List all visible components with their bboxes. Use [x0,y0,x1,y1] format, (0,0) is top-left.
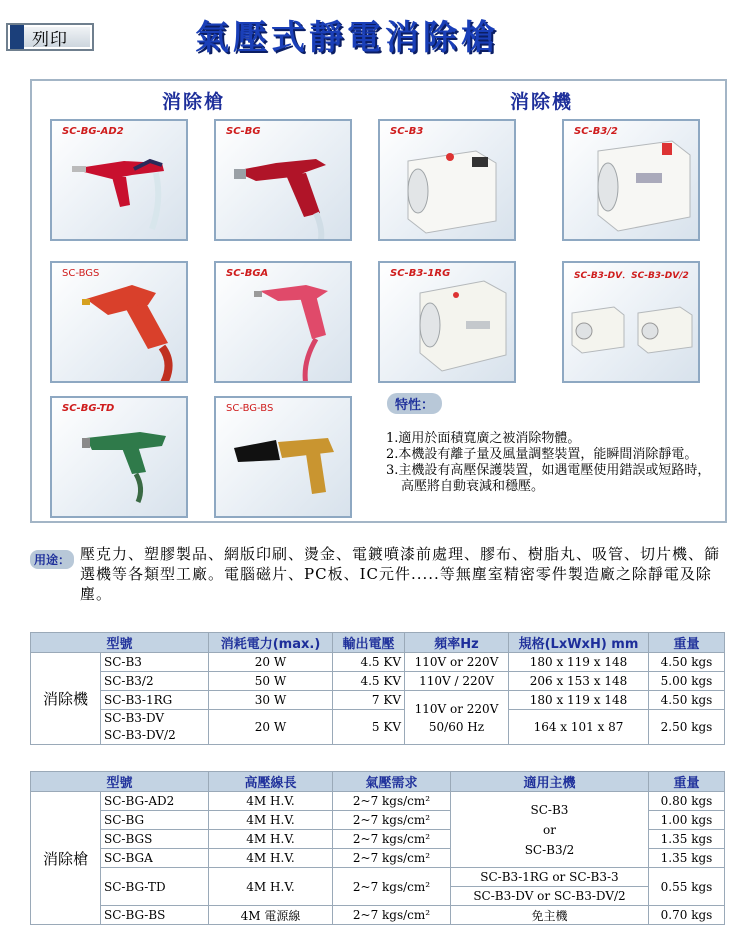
product-model-label: SC-BG-BS [226,403,274,414]
cable-cell: 4M H.V. [209,811,333,830]
model-cell: SC-B3/2 [101,672,209,691]
cable-cell: 4M H.V. [209,830,333,849]
host-line: SC-B3 [530,802,569,817]
features-list [386,431,716,495]
header-power: 消耗電力(max.) [209,633,333,653]
power-cell: 20 W [209,653,333,672]
header-model: 型號 [31,633,209,653]
product-photo-sc-bg-ad2[interactable] [50,119,188,241]
machines-heading: 消除機 [510,91,574,113]
header-weight: 重量 [649,633,725,653]
table-row [31,691,725,710]
table-row [31,672,725,691]
weight-cell: 0.70 kgs [649,906,725,925]
pressure-cell: 2~7 kgs/cm² [333,830,451,849]
weight-cell: 5.00 kgs [649,672,725,691]
weight-cell: 1.00 kgs [649,811,725,830]
model-cell: SC-BG-TD [101,868,209,906]
voltage-cell: 5 KV [333,710,405,745]
page-title: 氣壓式靜電消除槍 [195,18,499,58]
voltage-cell: 7 KV [333,691,405,710]
guns-heading: 消除槍 [162,91,226,113]
header-model: 型號 [31,772,209,792]
model-line: SC-B3-DV [104,711,165,725]
product-photo-sc-b3[interactable] [378,119,516,241]
pressure-cell: 2~7 kgs/cm² [333,868,451,906]
model-cell: SC-B3 [101,653,209,672]
gun-image [52,398,188,518]
usage-text: 壓克力、塑膠製品、網版印刷、燙金、電鍍噴漆前處理、膠布、樹脂丸、吸管、切片機、篩選機等各類型工廠。電腦磁片、PC板、IC元件.....等無塵室精密零件製造廠之除靜電及除塵。 [80,545,721,603]
weight-cell: 4.50 kgs [649,653,725,672]
table-row [31,653,725,672]
power-cell: 30 W [209,691,333,710]
machine-image [564,263,700,383]
header-cable: 高壓線長 [209,772,333,792]
product-photo-sc-b3-dv[interactable] [562,261,700,383]
machine-image [380,121,516,241]
product-model-label: SC-BGS [62,268,100,279]
frequency-cell: 110V / 220V [405,672,509,691]
power-cell: 50 W [209,672,333,691]
weight-cell: 0.55 kgs [649,868,725,906]
product-panel [30,79,727,523]
gun-image [52,263,188,383]
pressure-cell: 2~7 kgs/cm² [333,792,451,811]
product-model-label: SC-B3 [390,126,424,137]
header-host: 適用主機 [451,772,649,792]
header-size: 規格(LxWxH) mm [509,633,649,653]
table-row [31,792,725,811]
header-voltage: 輸出電壓 [333,633,405,653]
host-cell: 免主機 [451,906,649,925]
frequency-line: 50/60 Hz [428,719,485,734]
voltage-cell: 4.5 KV [333,653,405,672]
weight-cell: 1.35 kgs [649,849,725,868]
frequency-cell: 110V or 220V [405,653,509,672]
cable-cell: 4M H.V. [209,849,333,868]
table-row [31,906,725,925]
product-photo-sc-bg-bs[interactable] [214,396,352,518]
power-cell: 20 W [209,710,333,745]
pressure-cell: 2~7 kgs/cm² [333,811,451,830]
weight-cell: 4.50 kgs [649,691,725,710]
machine-spec-table [30,632,725,745]
voltage-cell: 4.5 KV [333,672,405,691]
table-header-row [31,772,725,792]
model-line: SC-B3-DV/2 [104,728,176,742]
category-cell: 消除槍 [31,792,101,925]
product-model-label: SC-BGA [226,268,269,279]
print-button[interactable] [6,23,94,51]
size-cell: 206 x 153 x 148 [509,672,649,691]
gun-image [216,263,352,383]
feature-item: 1.適用於面積寬廣之被消除物體。 [386,431,581,446]
header-pressure: 氣壓需求 [333,772,451,792]
product-model-label: SC-BG-TD [62,403,115,414]
machine-image [564,121,700,241]
weight-cell: 0.80 kgs [649,792,725,811]
pressure-cell: 2~7 kgs/cm² [333,906,451,925]
usage-label: 用途： [30,550,74,569]
weight-cell: 2.50 kgs [649,710,725,745]
model-cell: SC-BG-BS [101,906,209,925]
frequency-cell [405,691,509,745]
features-label: 特性： [387,393,442,414]
model-cell: SC-BG [101,811,209,830]
gun-image [52,121,188,241]
product-photo-sc-bgs[interactable] [50,261,188,383]
product-model-label: SC-B3-1RG [390,268,451,279]
model-cell: SC-BGS [101,830,209,849]
product-photo-sc-bg[interactable] [214,119,352,241]
feature-item: 3.主機設有高壓保護裝置，如遇電壓使用錯誤或短路時，高壓將自動衰減和穩壓。 [386,463,711,494]
header-frequency: 頻率Hz [405,633,509,653]
machine-image [380,263,516,383]
host-line: or [543,822,556,837]
product-model-label: SC-B3-DV．SC-B3-DV/2 [574,271,689,281]
product-model-label: SC-B3/2 [574,126,618,137]
host-cell: SC-B3-DV or SC-B3-DV/2 [451,887,649,906]
weight-cell: 1.35 kgs [649,830,725,849]
table-row [31,868,725,887]
gun-image [216,121,352,241]
printer-icon [10,25,24,49]
gun-spec-table [30,771,725,925]
category-cell: 消除機 [31,653,101,745]
host-group-cell [451,792,649,868]
model-cell: SC-B3-1RG [101,691,209,710]
model-cell: SC-BGA [101,849,209,868]
model-cell [101,710,209,745]
gun-image [216,398,352,518]
size-cell: 164 x 101 x 87 [509,710,649,745]
print-button-label: 列印 [32,29,68,50]
host-line: SC-B3/2 [524,842,575,857]
product-photo-sc-bga[interactable] [214,261,352,383]
product-model-label: SC-BG [226,126,261,137]
table-header-row [31,633,725,653]
cable-cell: 4M H.V. [209,792,333,811]
size-cell: 180 x 119 x 148 [509,653,649,672]
cable-cell: 4M 電源線 [209,906,333,925]
product-model-label: SC-BG-AD2 [62,126,124,137]
model-cell: SC-BG-AD2 [101,792,209,811]
host-cell: SC-B3-1RG or SC-B3-3 [451,868,649,887]
cable-cell: 4M H.V. [209,868,333,906]
product-photo-sc-bg-td[interactable] [50,396,188,518]
product-photo-sc-b3-2[interactable] [562,119,700,241]
size-cell: 180 x 119 x 148 [509,691,649,710]
feature-item: 2.本機設有離子量及風量調整裝置，能瞬間消除靜電。 [386,447,698,462]
pressure-cell: 2~7 kgs/cm² [333,849,451,868]
header-weight: 重量 [649,772,725,792]
frequency-line: 110V or 220V [414,701,499,716]
product-photo-sc-b3-1rg[interactable] [378,261,516,383]
